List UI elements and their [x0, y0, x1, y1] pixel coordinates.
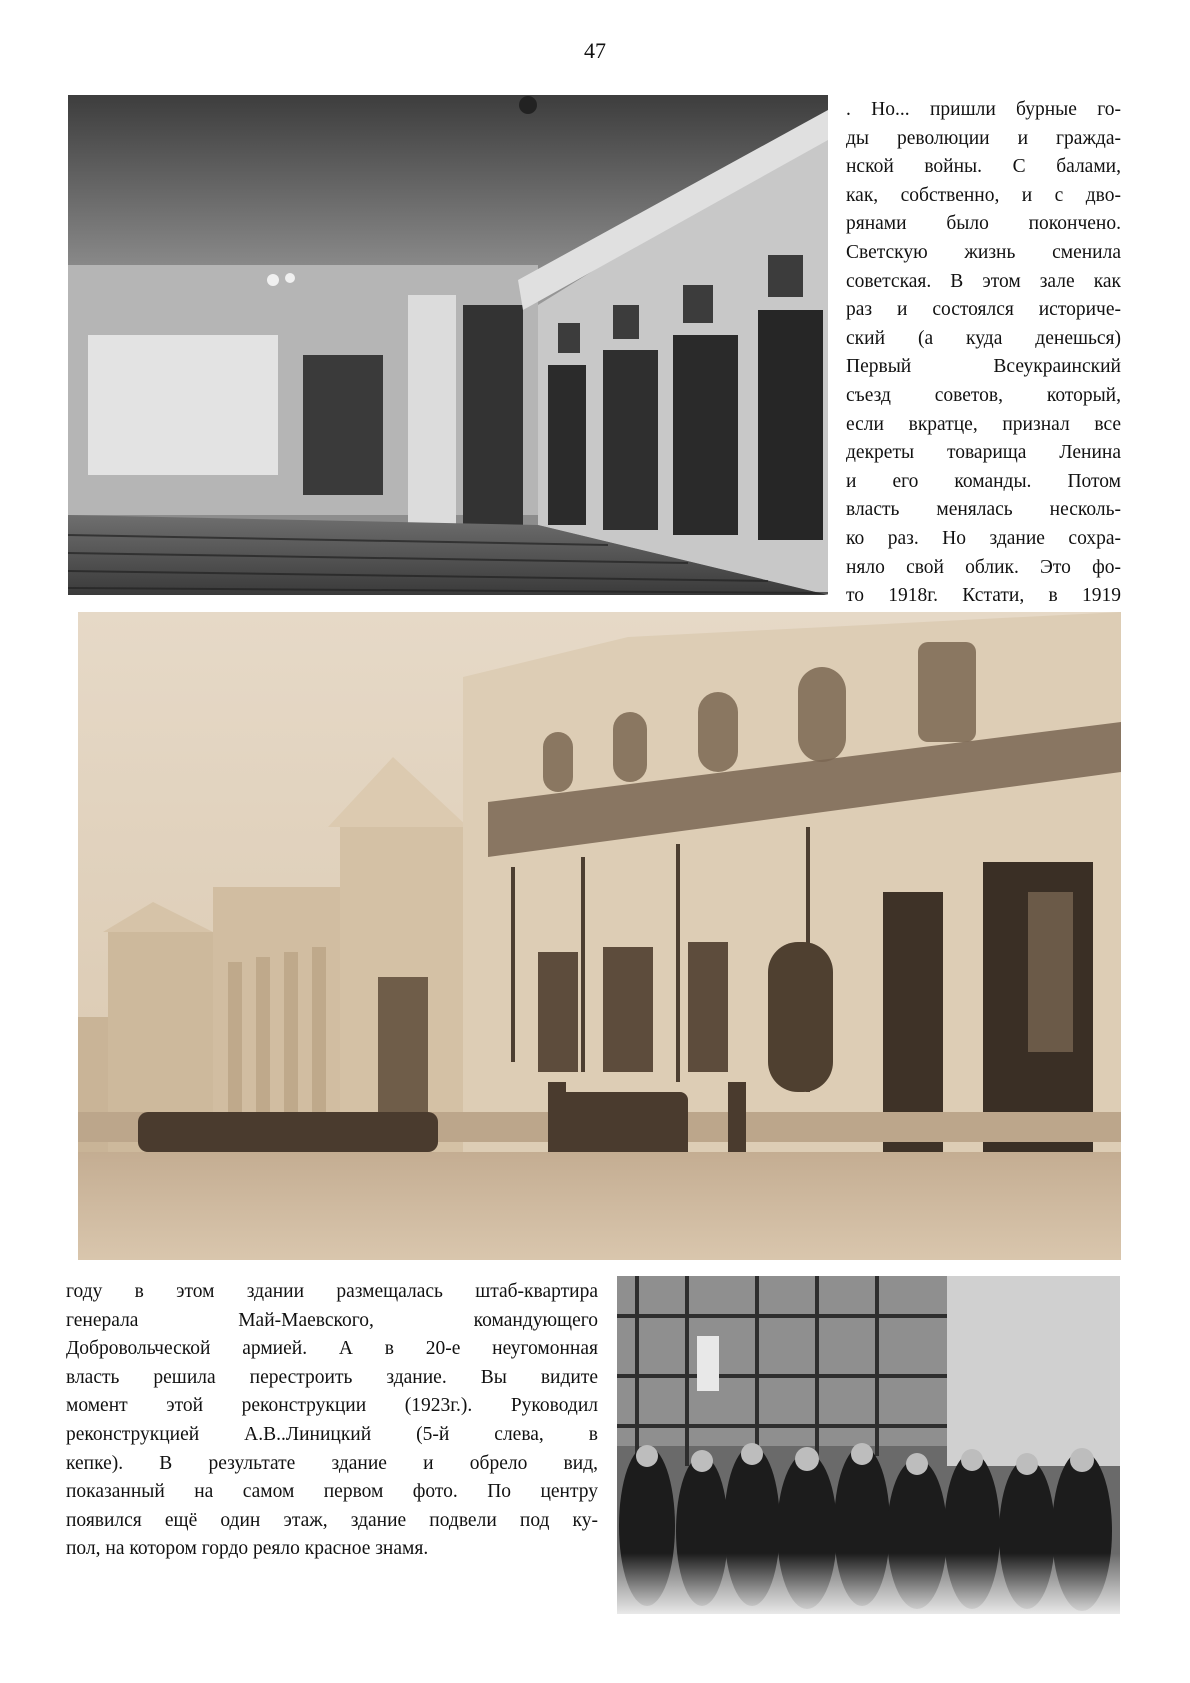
text-line: советская. В этом зале как: [846, 270, 1121, 292]
text-line: няло свой облик. Это фо-: [846, 556, 1121, 578]
text-line: кепке). В результате здание и обрело вид,: [66, 1452, 598, 1474]
bottom-column-text: [66, 1278, 598, 1564]
text-line: ский (а куда денешься): [846, 327, 1121, 349]
text-line: . Но... пришли бурные го-: [846, 99, 1121, 120]
text-line: ды революции и гражда-: [846, 127, 1121, 149]
text-line: как, собственно, и с дво-: [846, 184, 1121, 206]
text-line: то 1918г. Кстати, в 1919: [846, 585, 1121, 607]
page-number: 47: [584, 38, 606, 63]
text-line: Добровольческой армией. А в 20-е неугомонная: [66, 1338, 598, 1360]
text-line: Светскую жизнь сменила: [846, 241, 1121, 263]
text-line: съезд советов, который,: [846, 384, 1121, 406]
hall-interior-photo: [68, 95, 828, 595]
text-line: году в этом здании размещалась штаб-квартира: [66, 1281, 598, 1302]
text-line: власть менялась несколь-: [846, 499, 1121, 521]
building-street-photo: [78, 612, 1121, 1260]
text-line: момент этой реконструкции (1923г.). Руководил: [66, 1395, 598, 1417]
text-line: власть решила перестроить здание. Вы видите: [66, 1366, 598, 1388]
text-line: генерала Май-Маевского, командующего: [66, 1309, 598, 1331]
reconstruction-crowd-photo: [617, 1276, 1120, 1614]
text-line: реконструкцией А.В..Линицкий (5-й слева, в: [66, 1423, 598, 1445]
text-line: пол, на котором гордо реяло красное знамя.: [66, 1538, 429, 1560]
text-line: нской войны. С балами,: [846, 156, 1121, 178]
text-line: ко раз. Но здание сохра-: [846, 527, 1121, 549]
text-line: рянами было покончено.: [846, 213, 1121, 235]
text-line: декреты товарища Ленина: [846, 442, 1121, 464]
text-line: Первый Всеукраинский: [846, 356, 1121, 378]
text-line: и его команды. Потом: [846, 470, 1121, 492]
text-line: появился ещё один этаж, здание подвели под ку-: [66, 1509, 598, 1531]
text-line: если вкратце, признал все: [846, 413, 1121, 435]
text-line: показанный на самом первом фото. По центру: [66, 1481, 598, 1503]
text-line: раз и состоялся историче-: [846, 299, 1121, 321]
right-column-text: [846, 96, 1121, 611]
